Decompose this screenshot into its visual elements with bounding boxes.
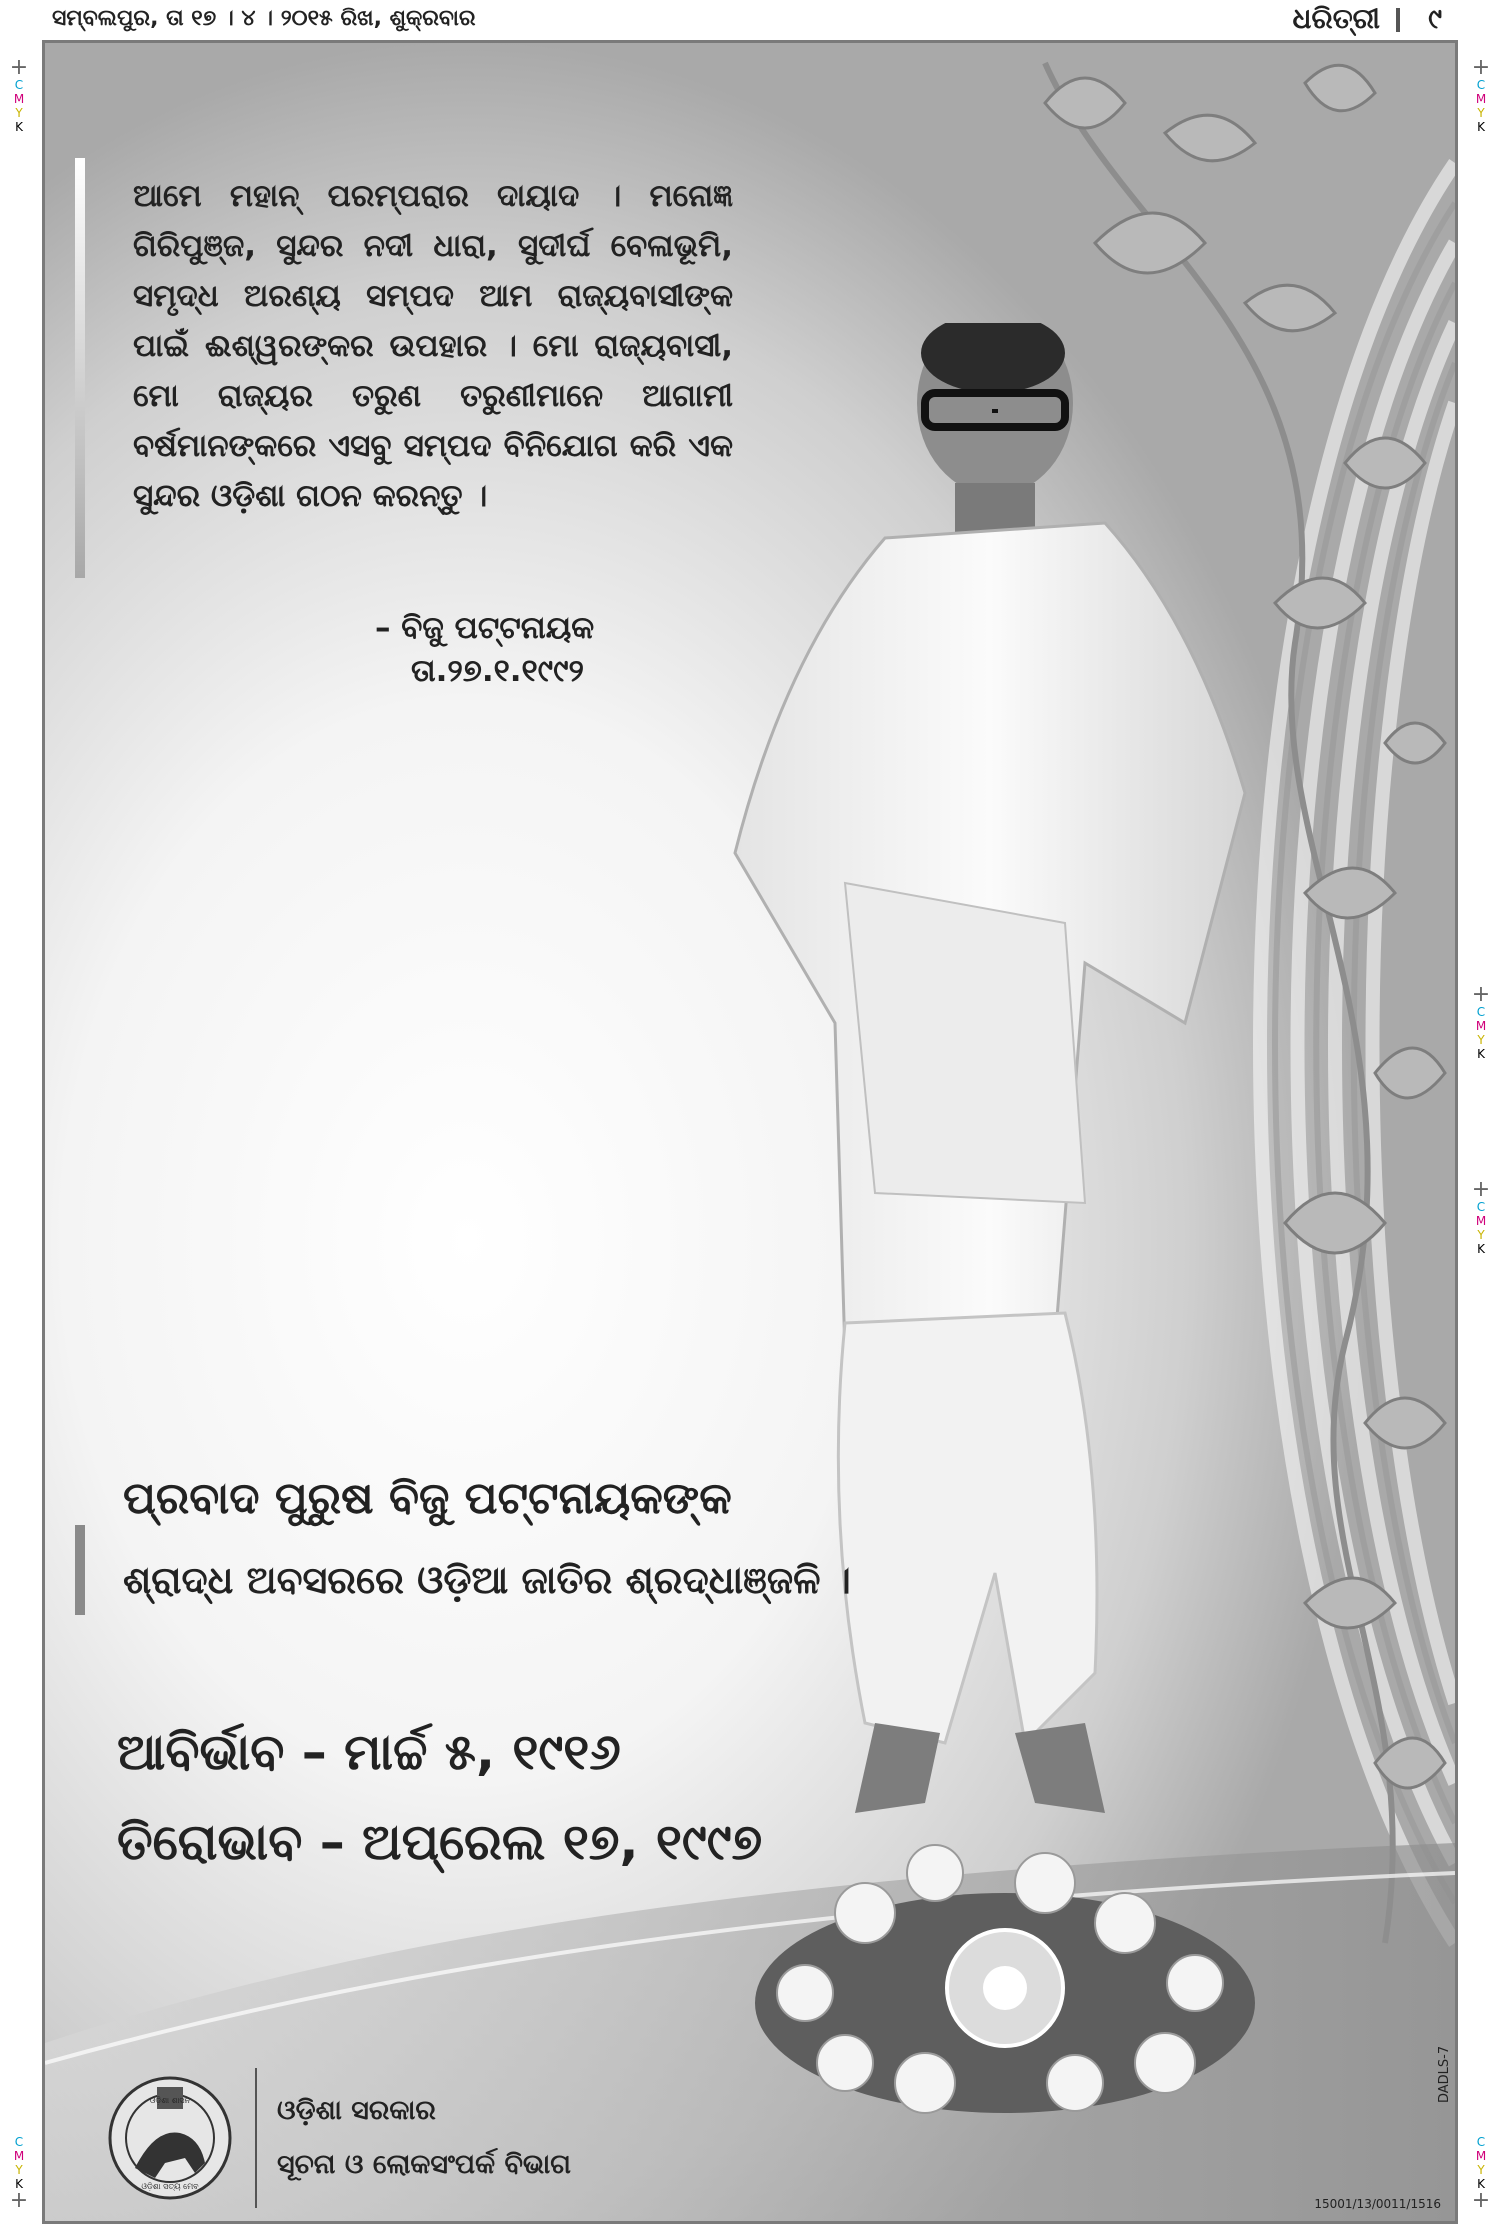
reg-m: M <box>13 2149 25 2163</box>
registration-mark-right-mid1 <box>1464 982 1498 1061</box>
department-name: ସୂଚନା ଓ ଲୋକସଂପର୍କ ବିଭାଗ <box>277 2149 572 2180</box>
tribute-heading: ପ୍ରବାଦ ପୁରୁଷ ବିଜୁ ପଟ୍ଟନାୟକଙ୍କ <box>123 1473 732 1524</box>
crosshair-icon: + <box>1471 982 1491 1007</box>
masthead: ଧରିତ୍ରୀ <box>1292 2 1380 35</box>
reg-c: C <box>14 2135 24 2149</box>
reg-m: M <box>1475 2149 1487 2163</box>
tribute-subheading: ଶ୍ରାଦ୍ଧ ଅବସରରେ ଓଡ଼ିଆ ଜାତିର ଶ୍ରଦ୍ଧାଞ୍ଜଳି । <box>123 1558 851 1602</box>
emblem-bottom-text: ଓଡ଼ିଶା ସତ୍ୟ ମେବ <box>141 2182 199 2191</box>
reg-k: K <box>1477 2177 1485 2191</box>
reg-m: M <box>1475 1019 1487 1033</box>
reg-y: Y <box>1477 2163 1485 2177</box>
footer-divider <box>255 2068 257 2208</box>
reg-m: M <box>1475 92 1487 106</box>
reg-k: K <box>15 2177 23 2191</box>
reg-m: M <box>13 92 25 106</box>
reg-m: M <box>1475 1214 1487 1228</box>
odisha-government-emblem <box>105 2073 235 2203</box>
registration-mark-right-mid2 <box>1464 1177 1498 1256</box>
reg-y: Y <box>1477 1228 1485 1242</box>
quote-accent-bar <box>75 158 85 578</box>
reg-k: K <box>1477 1242 1485 1256</box>
page-number: ୯ <box>1428 2 1442 35</box>
bijju-quote: ଆମେ ମହାନ୍ ପରମ୍ପରାର ଦାୟାଦ । ମନୋଜ୍ଞ ଗିରିପୁଞ୍ଜ, ସୁନ୍ଦର ନଦୀ ଧାରା, ସୁଦୀର୍ଘ ବେଳାଭୂମି, ସମୃଦ୍ଧ ଅରଣ୍ୟ ସମ୍ପଦ ଆମ ରାଜ୍ୟବାସୀଙ୍କ ପାଇଁ ଈଶ୍ୱରଙ୍କର ଉପହାର । ମୋ ରାଜ୍ୟବାସୀ, ମୋ ରାଜ୍ୟର ତରୁଣ ତରୁଣୀମାନେ ଆଗାମୀ ବର୍ଷମାନଙ୍କରେ ଏସବୁ ସମ୍ପଦ ବିନିଯୋଗ କରି ଏକ ସୁନ୍ଦର ଓଡ଼ିଶା ଗଠନ କରନ୍ତୁ । <box>133 178 733 514</box>
government-name: ଓଡ଼ିଶା ସରକାର <box>277 2095 436 2126</box>
portrait-photo-figure <box>725 323 1345 1873</box>
reg-y: Y <box>1477 1033 1485 1047</box>
quote-date: ତା.୨୭.୧.୧୯୯୨ <box>411 653 584 689</box>
reg-c: C <box>1476 1200 1486 1214</box>
tribute-accent-bar <box>75 1525 85 1615</box>
registration-mark-right-bottom <box>1464 2135 1498 2211</box>
crosshair-icon: + <box>1471 2188 1491 2213</box>
release-number: 15001/13/0011/1516 <box>1314 2197 1441 2211</box>
crosshair-icon: + <box>1471 55 1491 80</box>
registration-mark-left-top <box>2 55 36 134</box>
quote-author: – ବିଜୁ ପଟ୍ଟନାୟକ <box>375 610 595 646</box>
dateline: ସମ୍ବଲପୁର, ତା ୧୭ । ୪ । ୨୦୧୫ ରିଖ, ଶୁକ୍ରବାର <box>52 6 476 31</box>
reg-c: C <box>1476 1005 1486 1019</box>
reg-k: K <box>1477 1047 1485 1061</box>
registration-mark-right-top <box>1464 55 1498 134</box>
reg-k: K <box>1477 120 1485 134</box>
reg-c: C <box>1476 78 1486 92</box>
birth-date: ଆବିର୍ଭାବ – ମାର୍ଚ୍ଚ ୫, ୧୯୧୬ <box>117 1723 621 1781</box>
crosshair-icon: + <box>9 55 29 80</box>
reg-y: Y <box>1477 106 1485 120</box>
reg-c: C <box>14 78 24 92</box>
tribute-advertisement <box>42 40 1458 2224</box>
emblem-top-text: ଓଡ଼ିଶା ଶାସନ <box>149 2096 191 2105</box>
reg-c: C <box>1476 2135 1486 2149</box>
registration-mark-left-bottom <box>2 2135 36 2211</box>
death-date: ତିରୋଭାବ – ଅପ୍ରେଲ ୧୭, ୧୯୯୭ <box>117 1813 763 1871</box>
header-divider <box>1396 8 1400 32</box>
crosshair-icon: + <box>9 2188 29 2213</box>
reg-y: Y <box>15 2163 23 2177</box>
newspaper-header <box>0 0 1500 40</box>
flower-offering <box>745 1833 1265 2123</box>
crosshair-icon: + <box>1471 1177 1491 1202</box>
reg-k: K <box>15 120 23 134</box>
reg-y: Y <box>15 106 23 120</box>
ad-code: DADLS-7 <box>1437 2045 1452 2103</box>
